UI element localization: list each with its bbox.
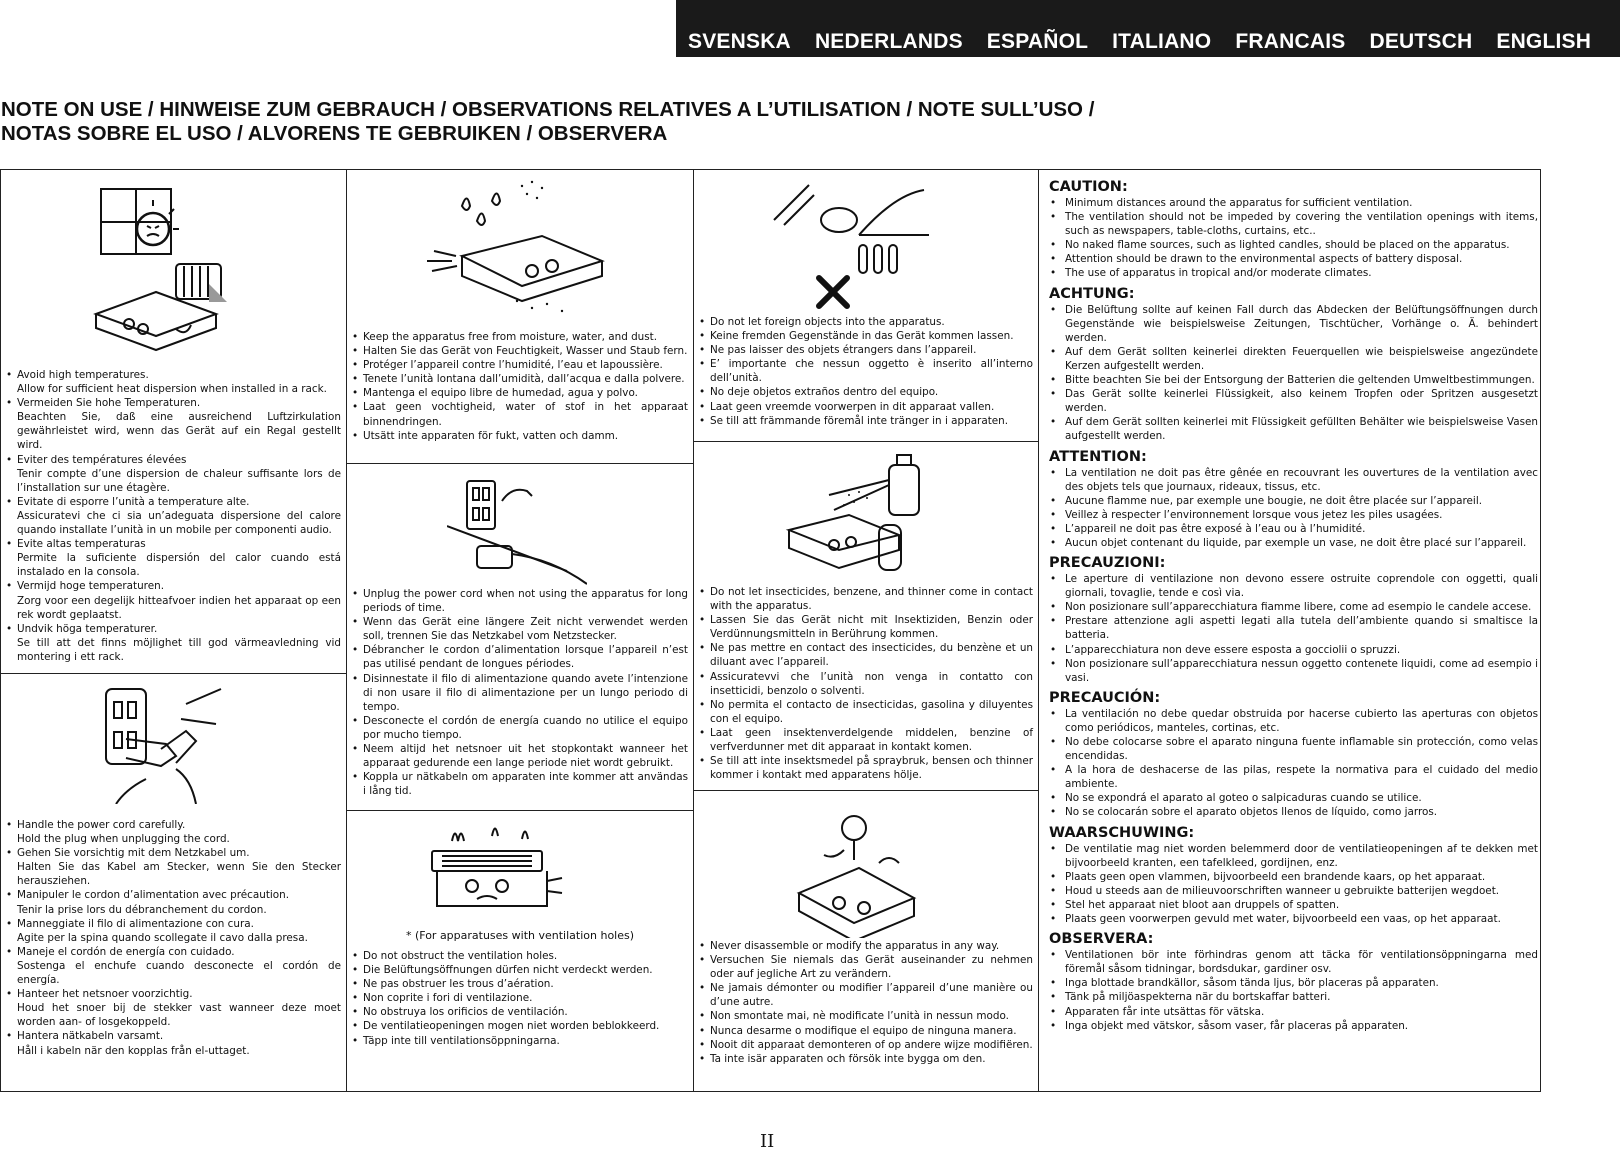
list-item: • Wenn das Gerät eine längere Zeit nicht verwendet werden soll, trennen Sie das Netzkabel vom Netzstecker. [352,615,688,643]
caution-item: • No se colocarán sobre el aparato objetos llenos de líquido, como jarros. [1049,805,1538,819]
list-item: • Nooit dit apparaat demonteren of op andere wijze modifiëren. [699,1038,1033,1052]
list-item: • No deje objetos extraños dentro del equipo. [699,385,1033,399]
moisture-illustration [422,176,622,316]
caution-item: • The use of apparatus in tropical and/or moderate climates. [1049,266,1538,280]
list-item: • Laat geen vreemde voorwerpen in dit apparaat vallen. [699,400,1033,414]
item-main: Undvik höga temperaturer. [17,622,158,635]
list-item: • Do not obstruct the ventilation holes. [352,949,688,963]
item-sub: Assicuratevi che ci sia un’adeguata dispersione del calore quando installate l’unità in un mobile per componenti audio. [17,509,341,537]
cell-insecticides [694,442,1038,791]
list-item [6,396,341,452]
caution-item: • De ventilatie mag niet worden belemmerd door de ventilatieopeningen af te dekken met bijvoorbeeld kranten, een tafelkleed, gordijnen, enz. [1049,842,1538,870]
page-number: II [760,1131,775,1152]
caution-heading: ACHTUNG: [1049,285,1135,302]
list-item: • De ventilatieopeningen mogen niet worden beblokkeerd. [352,1019,688,1033]
caution-item: • La ventilation ne doit pas être gênée en recouvrant les ouvertures de la ventilation avec des objets tels que journaux, rideaux, tissus, etc. [1049,466,1538,494]
title-line-2: NOTAS SOBRE EL USO / ALVORENS TE GEBRUIKEN / OBSERVERA [1,122,668,145]
list-item: • Mantenga el equipo libre de humedad, agua y polvo. [352,386,688,400]
caution-list [1049,707,1538,820]
plug-handling-illustration [96,684,236,804]
caution-item: • Aucun objet contenant du liquide, par exemple un vase, ne doit être placé sur l’appareil. [1049,536,1538,550]
list-item: • Non coprite i fori di ventilazione. [352,991,688,1005]
caution-item: • Stel het apparaat niet bloot aan druppels of spatten. [1049,898,1538,912]
list-insecticides [699,585,1033,782]
list-item [6,453,341,495]
list-item [6,987,341,1029]
item-main: Manneggiate il filo di alimentazione con cura. [17,917,254,930]
caution-item: • Prestare attenzione agli aspetti legati alla tutela dell’ambiente quando si smaltisce la batteria. [1049,614,1538,642]
list-unplug [352,587,688,798]
list-ventilation [352,949,688,1048]
caution-item: • La ventilación no debe quedar obstruida por hacerse cubierto las aperturas con objetos como periódicos, manteles, cortinas, etc. [1049,707,1538,735]
caution-item: • No se expondrá el aparato al goteo o salpicaduras cuando se utilice. [1049,791,1538,805]
list-item: • Utsätt inte apparaten för fukt, vatten och damm. [352,429,688,443]
item-main: Handle the power cord carefully. [17,819,186,831]
language-label: ITALIANO [1112,30,1212,53]
list-item [6,1029,341,1057]
caution-heading: CAUTION: [1049,179,1128,195]
caution-item: • Das Gerät sollte keinerlei Flüssigkeit, also keinem Tropfen oder Spritzen ausgesetzt werden. [1049,387,1538,415]
ventilation-illustration [422,821,572,921]
list-item: • Débrancher le cordon d’alimentation lorsque l’appareil n’est pas utilisé pendant de longues périodes. [352,643,688,671]
page-title [1,98,1201,146]
list-item: • Unplug the power cord when not using the apparatus for long periods of time. [352,587,688,615]
item-main: Hanteer het netsnoer voorzichtig. [17,988,193,1001]
item-main: Vermijd hoge temperaturen. [17,580,165,593]
caution-item: • Die Belüftung sollte auf keinen Fall durch das Abdecken der Belüftungsöffnungen durch Gegenstände wie beispielsweise Zeitungen, Tischtücher, Vorhänge o. Ä. behindert werden. [1049,303,1538,345]
caution-item: • A la hora de deshacerse de las pilas, respete la normativa para el cuidado del medio ambiente. [1049,763,1538,791]
list-item: • Ne pas mettre en contact des insecticides, du benzène et un diluant avec l’appareil. [699,641,1033,669]
item-main: Eviter des températures élevées [17,453,187,466]
list-item [6,368,341,396]
list-high-temperature [6,368,341,664]
list-item: • Die Belüftungsöffnungen dürfen nicht verdeckt werden. [352,963,688,977]
list-item: • E’ importante che nessun oggetto è inserito all’interno dell’unità. [699,357,1033,385]
list-moisture [352,330,688,443]
list-item: • Laat geen insektenverdelgende middelen, benzine of verfverdunner met dit apparaat in kontakt komen. [699,726,1033,754]
list-item [6,495,341,537]
caution-item: • Tänk på miljöaspekterna när du bortskaffar batteri. [1049,990,1538,1004]
list-item: • Versuchen Sie niemals das Gerät auseinander zu nehmen oder auf jegliche Art zu verändern. [699,953,1033,981]
item-main: Evite altas temperaturas [17,538,146,551]
language-label: SVENSKA [688,30,791,53]
caution-item: • Inga blottade brandkällor, såsom tända ljus, bör placeras på apparaten. [1049,976,1538,990]
title-line-1: NOTE ON USE / HINWEISE ZUM GEBRAUCH / OBSERVATIONS RELATIVES A L’UTILISATION / NOTE SULL’USO / [1,98,1095,121]
language-bar [676,0,1620,57]
list-item: • Ne pas laisser des objets étrangers dans l’appareil. [699,343,1033,357]
cell-moisture [347,170,693,464]
list-item [6,846,341,888]
language-label: DEUTSCH [1369,30,1473,53]
item-main: Vermeiden Sie hohe Temperaturen. [17,397,201,410]
cell-foreign-objects [694,170,1038,442]
caution-list [1049,948,1538,1033]
item-main: Evitate di esporre l’unità a temperature alte. [17,495,250,508]
list-item [6,917,341,945]
item-sub: Zorg voor een degelijk hitteafvoer indien het apparaat op een rek wordt geplaatst. [17,594,341,621]
list-item: • Disinnestate il filo di alimentazione quando avete l’intenzione di non usare il filo di alimentazione per un lungo periodo di tempo. [352,672,688,714]
caution-item: • Apparaten får inte utsättas för vätska. [1049,1005,1538,1019]
cell-ventilation [347,811,693,1093]
list-item: • Se till att inte insektsmedel på spraybruk, bensen och thinner kommer i kontakt med apparatens hölje. [699,754,1033,782]
unplug-illustration [447,476,587,586]
list-item: • Keine fremden Gegenstände in das Gerät kommen lassen. [699,329,1033,343]
item-sub: Tenir la prise lors du débranchement du cordon. [17,903,267,916]
column-1 [1,170,347,1091]
caution-item: • Auf dem Gerät sollten keinerlei direkten Feuerquellen wie beispielsweise angezündete Kerzen aufgestellt werden. [1049,345,1538,373]
caution-item: • Houd u steeds aan de milieuvoorschriften wanneer u gebruikte batterijen wegdoet. [1049,884,1538,898]
caution-item: • Inga objekt med vätskor, såsom vaser, får placeras på apparaten. [1049,1019,1538,1033]
caution-item: • L’appareil ne doit pas être exposé à l’eau ou à l’humidité. [1049,522,1538,536]
notes-grid [0,169,1541,1092]
ventilation-caption: * (For apparatuses with ventilation holes) [405,929,635,942]
list-power-cord [6,818,341,1058]
item-main: Avoid high temperatures. [17,369,149,381]
cell-unplug [347,464,693,811]
caution-heading: OBSERVERA: [1049,931,1154,948]
language-label: FRANCAIS [1235,30,1346,53]
caution-item: • No debe colocarse sobre el aparato ninguna fuente inflamable sin protección, como velas encendidas. [1049,735,1538,763]
list-item: • Ne jamais démonter ou modifier l’appareil d’une manière ou d’une autre. [699,981,1033,1009]
list-item: • Se till att främmande föremål inte tränger in i apparaten. [699,414,1033,428]
list-item: • Neem altijd het netsnoer uit het stopkontakt wanneer het apparaat gedurende een lange periode niet wordt gebruikt. [352,742,688,770]
item-sub: Beachten Sie, daß eine ausreichend Luftzirkulation gewährleistet wird, wenn das Gerät auf ein Regal gestellt wird. [17,411,341,452]
list-item: • Do not let insecticides, benzene, and thinner come in contact with the apparatus. [699,585,1033,613]
list-item: • Ta inte isär apparaten och försök inte bygga om den. [699,1052,1033,1066]
caution-item: • Minimum distances around the apparatus for sufficient ventilation. [1049,196,1538,210]
list-item [6,537,341,579]
list-item: • Laat geen vochtigheid, water of stof in het apparaat binnendringen. [352,400,688,428]
list-item: • Assicuratevvi che l’unità non venga in contatto con insetticidi, benzolo o solventi. [699,670,1033,698]
caution-list [1049,303,1538,444]
list-item: • Lassen Sie das Gerät nicht mit Insektiziden, Benzin oder Verdünnungsmitteln in Berührung kommen. [699,613,1033,641]
caution-item: • Ventilationen bör inte förhindras genom att täcka för ventilationsöppningarna med föremål såsom tidningar, bordsdukar, gardiner osv. [1049,948,1538,976]
caution-list [1049,196,1538,281]
list-item: • Tenete l’unità lontana dall’umidità, dall’acqua e dalla polvere. [352,372,688,386]
item-sub: Houd het snoer bij de stekker vast wanneer deze moet worden aan- of losgekoppeld. [17,1002,341,1029]
column-3 [694,170,1039,1091]
list-item [6,579,341,621]
language-list [688,30,1615,54]
column-2 [347,170,694,1091]
cell-power-cord [1,674,346,1093]
list-disassemble [699,939,1033,1066]
list-item: • No permita el contacto de insecticidas, gasolina y diluyentes con el equipo. [699,698,1033,726]
item-main: Hantera nätkabeln varsamt. [17,1030,164,1043]
list-item: • Keep the apparatus free from moisture, water, and dust. [352,330,688,344]
caution-item: • Veillez à respecter l’environnement lorsque vous jetez les piles usagées. [1049,508,1538,522]
list-item [6,622,341,664]
list-item [6,888,341,916]
item-sub: Agite per la spina quando scollegate il cavo dalla presa. [17,931,308,944]
caution-list [1049,572,1538,685]
list-item: • Täpp inte till ventilationsöppningarna. [352,1034,688,1048]
foreign-objects-illustration [769,180,929,310]
item-main: Gehen Sie vorsichtig mit dem Netzkabel um. [17,847,250,860]
caution-item: • Le aperture di ventilazione non devono essere ostruite coprendole con oggetti, quali giornali, tovaglie, tende e così via. [1049,572,1538,600]
list-item: • Ne pas obstruer les trous d’aération. [352,977,688,991]
caution-heading: ATTENTION: [1049,448,1147,465]
item-main: Manipuler le cordon d’alimentation avec précaution. [17,889,290,902]
caution-item: • L’apparecchiatura non deve essere esposta a gocciolii o spruzzi. [1049,643,1538,657]
column-4-cautions [1039,170,1542,1091]
caution-list [1049,842,1538,927]
item-sub: Sostenga el enchufe cuando desconecte el cordón de energía. [17,959,341,987]
caution-item: • Plaats geen open vlammen, bijvoorbeeld een brandende kaars, op het apparaat. [1049,870,1538,884]
list-item: • Halten Sie das Gerät von Feuchtigkeit, Wasser und Staub fern. [352,344,688,358]
item-sub: Tenir compte d’une dispersion de chaleur suffisante lors de l’installation sur une étagère. [17,467,341,494]
caution-item: • The ventilation should not be impeded by covering the ventilation openings with items, such as newspapers, table-cloths, curtains, etc.. [1049,210,1538,238]
item-sub: Allow for sufficient heat dispersion when installed in a rack. [17,383,327,396]
item-sub: Halten Sie das Kabel am Stecker, wenn Sie den Stecker herausziehen. [17,861,341,888]
insecticide-spray-illustration [779,450,939,580]
language-label: ENGLISH [1496,30,1592,53]
list-item: • Protéger l’appareil contre l’humidité, l’eau et lapoussière. [352,358,688,372]
caution-item: • Non posizionare sull’apparecchiatura nessun oggetto contenete liquidi, come ad esempio i vasi. [1049,657,1538,685]
language-label: NEDERLANDS [814,30,963,53]
sun-heat-illustration [81,184,241,354]
caution-item: • Auf dem Gerät sollten keinerlei mit Flüssigkeit gefüllten Behälter wie beispielsweise Vasen aufgestellt werden. [1049,415,1538,443]
language-label: ESPAÑOL [986,30,1089,53]
caution-sections [1039,170,1542,1038]
caution-list [1049,466,1538,551]
list-item: • Do not let foreign objects into the apparatus. [699,315,1033,329]
item-sub: Håll i kabeln när den kopplas från el-uttaget. [17,1044,250,1057]
list-item: • Desconecte el cordón de energía cuando no utilice el equipo por mucho tiempo. [352,714,688,742]
list-foreign-objects [699,315,1033,428]
list-item [6,818,341,846]
caution-heading: WAARSCHUWING: [1049,824,1195,841]
caution-item: • Plaats geen voorwerpen gevuld met water, bijvoorbeeld een vaas, op het apparaat. [1049,912,1538,926]
caution-item: • No naked flame sources, such as lighted candles, should be placed on the apparatus. [1049,238,1538,252]
cell-high-temperature [1,170,346,674]
list-item: • Koppla ur nätkabeln om apparaten inte kommer att användas i lång tid. [352,770,688,798]
caution-item: • Bitte beachten Sie bei der Entsorgung der Batterien die geltenden Umweltbestimmungen. [1049,373,1538,387]
caution-item: • Attention should be drawn to the environmental aspects of battery disposal. [1049,252,1538,266]
item-sub: Hold the plug when unplugging the cord. [17,833,230,846]
item-main: Maneje el cordón de energía con cuidado. [17,945,235,958]
caution-heading: PRECAUCIÓN: [1049,689,1161,706]
caution-item: • Non posizionare sull’apparecchiatura fiamme libere, come ad esempio le candele accese. [1049,600,1538,614]
list-item: • Nunca desarme o modifique el equipo de ninguna manera. [699,1024,1033,1038]
disassemble-illustration [789,803,929,938]
list-item [6,945,341,987]
item-sub: Permite la suficiente dispersión del calor cuando está instalado en la consola. [17,552,341,579]
caution-item: • Aucune flamme nue, par exemple une bougie, ne doit être placée sur l’appareil. [1049,494,1538,508]
caution-heading: PRECAUZIONI: [1049,555,1166,572]
list-item: • No obstruya los orificios de ventilación. [352,1005,688,1019]
list-item: • Never disassemble or modify the apparatus in any way. [699,939,1033,953]
item-sub: Se till att det finns möjlighet till god värmeavledning vid montering i ett rack. [17,636,341,663]
cell-disassemble [694,791,1038,1093]
list-item: • Non smontate mai, nè modificate l’unità in nessun modo. [699,1009,1033,1023]
